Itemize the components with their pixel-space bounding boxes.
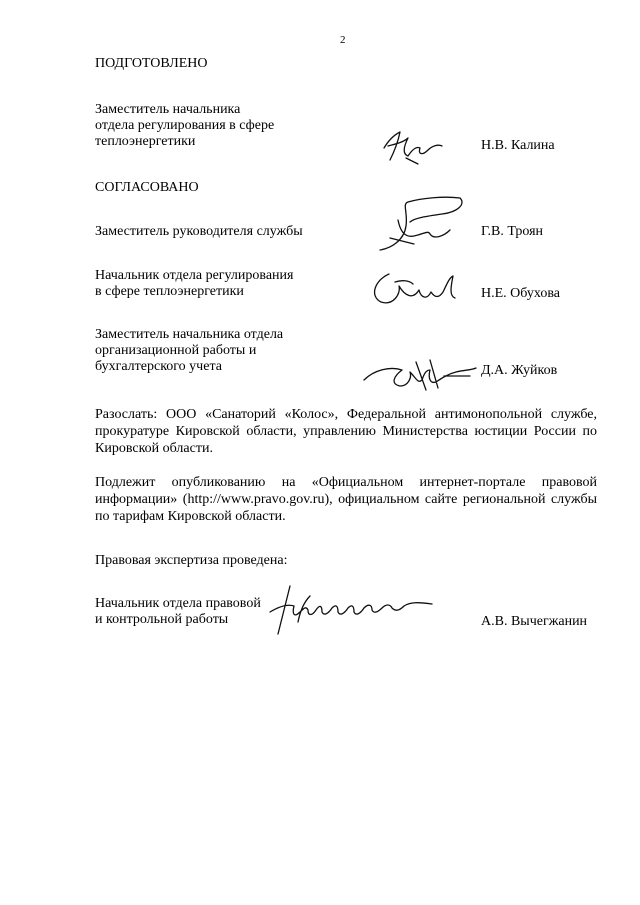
legal-review-position: Начальник отдела правовой и контрольной работы: [95, 596, 261, 627]
signature-troyan: [370, 190, 470, 260]
signatory-position: Заместитель руководителя службы: [95, 224, 303, 239]
prepared-heading: ПОДГОТОВЛЕНО: [95, 56, 208, 71]
signatory-name: Г.В. Троян: [481, 224, 544, 239]
page-number: 2: [340, 34, 346, 46]
signatory-position: Начальник отдела регулирования в сфере теплоэнергетики: [95, 268, 294, 299]
agreed-heading: СОГЛАСОВАНО: [95, 180, 199, 195]
prepared-position: Заместитель начальника отдела регулирования в сфере теплоэнергетики: [95, 102, 275, 149]
signatory-position: Заместитель начальника отдела организационной работы и бухгалтерского учета: [95, 327, 284, 374]
signatory-name: Д.А. Жуйков: [481, 363, 558, 378]
publication-paragraph: Подлежит опубликованию на «Официальном интернет-портале правовой информации» (http://www.pravo.gov.ru), официальном сайте региональной службы по тарифам Кировской области.: [95, 475, 597, 524]
prepared-name: Н.В. Калина: [481, 138, 555, 153]
distribution-paragraph: Разослать: ООО «Санаторий «Колос», Федеральной антимонопольной службе, прокуратуре Кировской области, управлению Министерства юстиции России по Кировской области.: [95, 407, 597, 456]
legal-review-name: А.В. Вычегжанин: [481, 614, 588, 629]
signature-zhuikov: [360, 356, 480, 396]
legal-review-note: Правовая экспертиза проведена:: [95, 553, 288, 568]
signature-vychegzhanin: [264, 582, 444, 638]
signature-kalina: [378, 128, 448, 168]
signatory-name: Н.Е. Обухова: [481, 286, 560, 301]
signature-obukhova: [365, 262, 465, 312]
